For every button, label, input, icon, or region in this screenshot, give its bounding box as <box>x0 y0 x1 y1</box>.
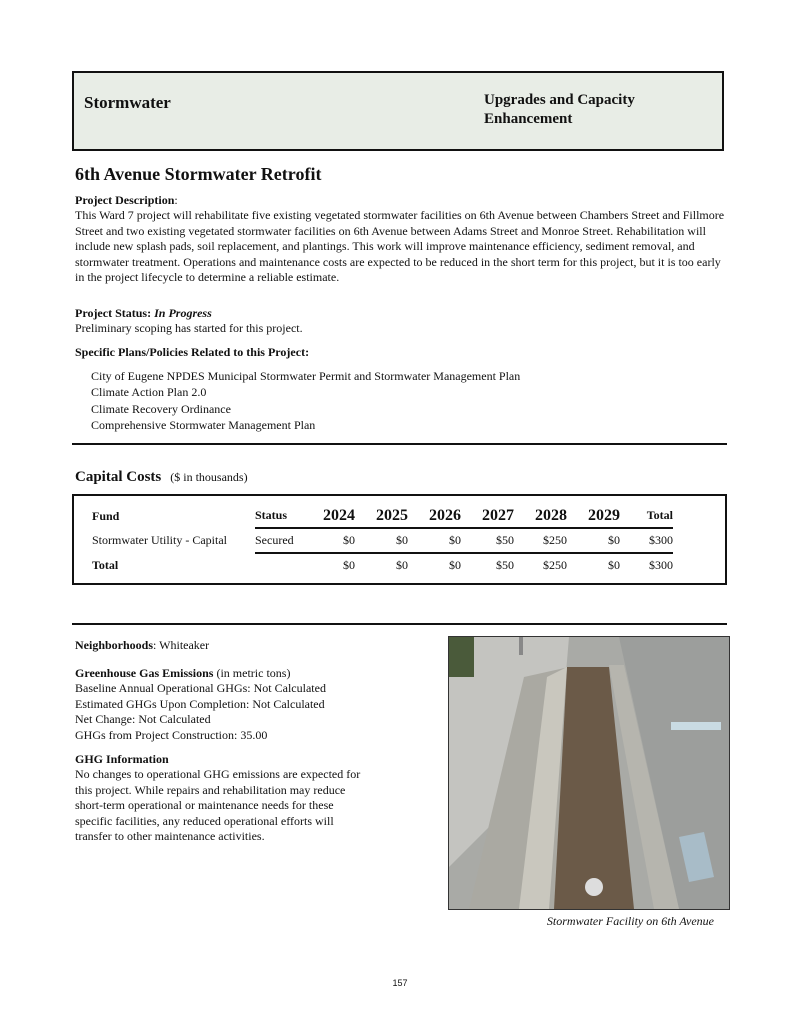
cell-value: $0 <box>608 558 620 572</box>
ghg-line: Net Change: Not Calculated <box>75 712 211 727</box>
col-status: Status <box>255 504 315 528</box>
divider <box>72 623 727 625</box>
capital-unit: ($ in thousands) <box>170 470 248 484</box>
photo-caption: Stormwater Facility on 6th Avenue <box>546 914 714 928</box>
ghg-line: Estimated GHGs Upon Completion: Not Calculated <box>75 696 325 711</box>
col-total: Total <box>620 504 673 528</box>
section-header <box>72 71 724 151</box>
ghg-line: Baseline Annual Operational GHGs: Not Calculated <box>75 681 326 696</box>
capital-costs-heading <box>75 469 248 486</box>
col-fund: Fund <box>92 508 120 523</box>
capital-title: Capital Costs <box>75 469 162 485</box>
cell-fund: Stormwater Utility - Capital <box>92 533 227 547</box>
cell-status: Secured <box>255 528 315 553</box>
ghg-unit: (in metric tons) <box>216 666 291 680</box>
cell-value: $50 <box>461 528 514 553</box>
table-row <box>92 528 673 553</box>
col-2029: 2029 <box>567 504 620 528</box>
col-2024: 2024 <box>315 504 355 528</box>
type-label: Upgrades and Capacity Enhancement <box>484 92 635 127</box>
project-title: 6th Avenue Stormwater Retrofit <box>75 164 322 184</box>
table-total-row <box>92 553 673 577</box>
neighborhoods: Neighborhoods: Whiteaker <box>75 638 210 652</box>
divider <box>72 443 727 445</box>
project-description: Project Description: This Ward 7 project will rehabilitate five existing vegetated stormwater facilities on 6th Avenue between Chambers Street and Fillmore Street and two existing vegetated stormwater facilities on 6th Avenue between Adams Street and Monroe Street. Rehabilitation will include new splash pads, soil replacement, and plantings. This work will improve maintenance efficiency, sediment removal, and stormwater treatment. Operations and maintenance costs are expected to be reduced in the short term for this project, but it is too early in the project lifecycle to determine a reliable estimate. <box>75 193 725 285</box>
cell-value: $0 <box>396 558 408 572</box>
status-note: Preliminary scoping has started for this project. <box>75 321 303 336</box>
table-header-row <box>92 504 673 528</box>
page-number: 157 <box>392 978 408 988</box>
cell-status <box>255 553 315 577</box>
neighborhoods-label: Neighborhoods <box>75 638 154 652</box>
description-text: This Ward 7 project will rehabilitate five existing vegetated stormwater facilities on 6th Avenue between Chambers Street and Fillmore Street and two existing vegetated stormwater facilities on 6th Avenue between Adams Street and Monroe Street. Rehabilitation will include new splash pads, soil replacement, and plantings. This work will improve maintenance efficiency, sediment removal, and stormwater treatment. Operations and maintenance costs are expected to be reduced in the short term for this project, but it is too early in the project lifecycle to determine a reliable estimate. <box>75 208 725 285</box>
neighborhoods-value: Whiteaker <box>159 638 210 652</box>
cell-value: $300 <box>620 528 673 553</box>
project-status: Project Status: In Progress Preliminary scoping has started for this project. <box>75 306 303 336</box>
cell-total-label: Total <box>92 557 119 572</box>
cell-value: $0 <box>343 558 355 572</box>
ghg-info <box>75 752 370 844</box>
cell-value: $0 <box>355 528 408 553</box>
ghg-section <box>75 666 375 743</box>
cell-value: $0 <box>449 558 461 572</box>
plan-item: Climate Action Plan 2.0 <box>91 385 207 400</box>
plans-list <box>91 368 741 434</box>
col-2025: 2025 <box>355 504 408 528</box>
stormwater-facility-photo <box>448 636 730 910</box>
capital-costs-table-box <box>72 494 727 585</box>
status-label: Project Status <box>75 306 148 320</box>
plan-item: Comprehensive Stormwater Management Plan <box>91 418 316 433</box>
cell-value: $250 <box>514 528 567 553</box>
plan-item: City of Eugene NPDES Municipal Stormwater Permit and Stormwater Management Plan <box>91 369 521 383</box>
cell-value: $250 <box>543 558 567 572</box>
capital-costs-table <box>92 504 673 577</box>
ghg-line: GHGs from Project Construction: 35.00 <box>75 727 268 742</box>
col-2028: 2028 <box>514 504 567 528</box>
description-label: Project Description <box>75 193 175 207</box>
ghg-info-text: No changes to operational GHG emissions are expected for this project. While repairs and rehabilitation may reduce short-term operational or maintenance needs for these specific facilities, any reduced operational efforts will transfer to other maintenance activities. <box>75 767 361 844</box>
plans-label: Specific Plans/Policies Related to this Project: <box>75 345 310 359</box>
cell-value: $0 <box>408 528 461 553</box>
cell-value: $300 <box>649 558 673 572</box>
col-2027: 2027 <box>461 504 514 528</box>
cell-value: $0 <box>567 528 620 553</box>
cell-value: $0 <box>315 528 355 553</box>
ghg-label: Greenhouse Gas Emissions <box>75 666 214 680</box>
plan-item: Climate Recovery Ordinance <box>91 401 231 416</box>
col-2026: 2026 <box>408 504 461 528</box>
status-value: In Progress <box>154 306 212 320</box>
ghg-info-label: GHG Information <box>75 752 169 766</box>
cell-value: $50 <box>496 558 514 572</box>
category-label: Stormwater <box>84 93 171 112</box>
